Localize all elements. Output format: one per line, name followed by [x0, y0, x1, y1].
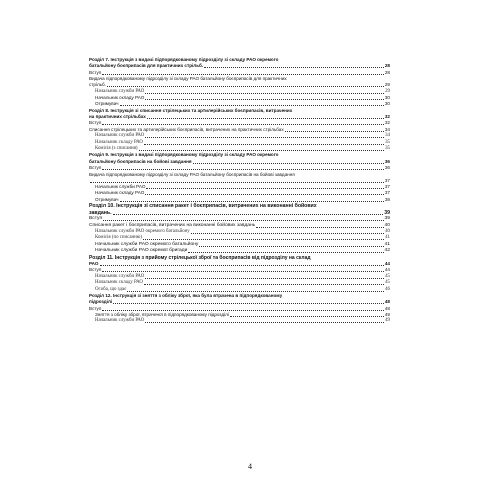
dot-leader	[285, 131, 384, 132]
dot-leader	[139, 150, 385, 151]
toc-section-8-title-line2: на практичних стрільбах	[89, 114, 146, 120]
toc-page-number: 34	[385, 133, 390, 139]
toc-page-number: 28	[384, 63, 390, 69]
toc-item-label: Начальник складу РАО	[95, 190, 145, 196]
toc-item[interactable]	[89, 318, 390, 324]
dot-leader	[256, 227, 383, 228]
toc-page-number: 29	[384, 82, 390, 88]
toc-item-label: Вступ	[89, 69, 102, 75]
toc-page-number: 45	[385, 273, 390, 279]
toc-page-number: 30	[384, 95, 390, 101]
page-number: 4	[248, 462, 252, 471]
dot-leader	[103, 220, 383, 221]
toc-page-number: 29	[385, 88, 390, 94]
toc-page-number: 34	[384, 126, 390, 132]
dot-leader	[144, 284, 384, 285]
dot-leader	[102, 169, 384, 170]
toc-item-line1[interactable]: Видача підпорядкованому підрозділу зі складу РАО батальйону боєприпасів на бойові завдання	[89, 171, 295, 177]
dot-leader	[199, 246, 383, 247]
dot-leader	[102, 74, 384, 75]
toc-page-number: 49	[384, 312, 390, 318]
toc-page-number: 42	[384, 248, 390, 254]
toc-page-number: 39	[384, 209, 390, 216]
dot-leader	[145, 194, 384, 195]
toc-page-number: 35	[385, 146, 390, 152]
dot-leader	[120, 201, 384, 202]
dot-leader	[102, 310, 384, 311]
toc-section-11-title-line1[interactable]: Розділ 11. Інструкція з прийому стрілецької зброї та боєприпасів від підрозділу на склад	[89, 254, 311, 261]
dot-leader	[143, 239, 384, 240]
toc-item-label: Вступ	[89, 216, 103, 222]
toc-item-label: Начальник служби РАО окремого батальйону	[95, 228, 190, 234]
toc-item-label: Вступ	[89, 165, 102, 171]
toc-item-label: Начальник служби РАО	[95, 88, 145, 94]
toc-page-number: 40	[385, 228, 390, 234]
dot-leader	[145, 137, 384, 138]
dot-leader	[107, 86, 384, 87]
toc-page-number: 41	[384, 241, 390, 247]
dot-leader	[188, 252, 383, 253]
toc-item-label: Начальник служби РАО	[95, 273, 145, 279]
toc-item-line1[interactable]: Видача підпорядкованому підрозділу зі складу РАО батальйону боєприпасів для практичних	[89, 76, 287, 82]
toc-item-label: Вступ	[89, 305, 102, 311]
dot-leader	[127, 291, 384, 292]
toc-page-number: 41	[385, 235, 390, 241]
dot-leader	[193, 163, 384, 164]
toc-page-number: 38	[384, 196, 390, 202]
toc-item-label: Начальник служби РАО	[95, 183, 146, 189]
dot-leader	[146, 188, 383, 189]
toc-item-label: Вступ	[89, 120, 102, 126]
toc-page-number: 35	[385, 139, 390, 145]
toc-page-number: 40	[384, 222, 390, 228]
toc-item-label: Комісія (по списанню)	[95, 235, 143, 241]
toc-item-label: Списання ракет і боєприпасів, витрачених на виконанні бойових завдань	[89, 222, 256, 228]
toc-section-10-title-line2: завдань.	[89, 209, 112, 216]
dot-leader	[147, 118, 384, 119]
dot-leader	[113, 214, 384, 215]
toc-item-label: Вступ	[89, 267, 102, 273]
dot-leader	[191, 233, 384, 234]
toc-section-9-title-line2: батальйону боєприпасів на бойові завдання	[89, 158, 192, 164]
toc-page-number: 39	[384, 216, 390, 222]
toc-section-7-title-line2: батальйону боєприпасів для практичних стрільб.	[89, 63, 204, 69]
toc-item-label: Начальник складу РАО	[95, 139, 143, 145]
toc-item-label: Списання стрілецьких та артилерійських боєприпасів, витрачених на практичних стрільбах	[89, 126, 284, 132]
toc-page-number: 36	[384, 165, 390, 171]
toc-section-12-title-line1[interactable]: Розділ 12. Інструкція зі зняття з обліку зброї, яка була втрачена в підпорядкованому	[89, 293, 283, 298]
toc-page-number: 37	[384, 177, 390, 183]
toc-page-number: 32	[384, 120, 390, 126]
toc-page-number: 45	[385, 280, 390, 286]
toc-page-number: 36	[384, 158, 390, 164]
toc-page-number: 44	[384, 260, 390, 266]
toc-item-label: Начальник складу РАО	[95, 95, 145, 101]
toc-page-number: 37	[384, 190, 390, 196]
toc-item-label: Начальник служби РАО	[95, 133, 145, 139]
table-of-contents	[89, 57, 390, 325]
toc-page-number: 28	[384, 69, 390, 75]
dot-leader	[145, 99, 384, 100]
toc-item-label: Начальник служби РАО окремої бригади	[95, 248, 188, 254]
toc-item-label: Комісія (з списання)	[95, 146, 138, 152]
toc-item-label: Зняття з обліку зброї, втраченої в підпорядкованому підрозділі	[95, 312, 229, 318]
toc-item-label: Начальник служби РАО окремого батальйону	[95, 241, 199, 247]
toc-page-number: 30	[384, 101, 390, 107]
toc-section-10-title-line1[interactable]: Розділ 10. Інструкція зі списання ракет і боєприпасів, витрачених на виконанні бойових	[89, 203, 317, 210]
toc-item-label: Отримувач	[95, 196, 119, 202]
toc-section-7-title-line1[interactable]: Розділ 7. Інструкція з видачі підпорядкованому підрозділу зі складу РАО окремого	[89, 57, 279, 62]
dot-leader	[102, 124, 384, 125]
toc-item-label: Начальник служби РАО	[95, 318, 145, 324]
toc-page-number: 32	[384, 114, 390, 120]
toc-section-12-title-line2: підрозділі	[89, 299, 113, 305]
dot-leader	[230, 316, 384, 317]
toc-page-number: 46	[385, 286, 390, 292]
dot-leader	[145, 322, 384, 323]
dot-leader	[120, 105, 384, 106]
dot-leader	[113, 303, 384, 304]
dot-leader	[90, 182, 384, 183]
toc-item-label: Отримувач	[95, 101, 119, 107]
toc-section-8-title-line1[interactable]: Розділ 8. Інструкція зі списання стрілецьких та артилерійських боєприпасів, витрачених	[89, 107, 293, 113]
dot-leader	[144, 144, 384, 145]
toc-page-number: 48	[384, 305, 390, 311]
dot-leader	[204, 67, 384, 68]
toc-section-11-title-line2: РАО	[89, 260, 99, 266]
dot-leader	[100, 265, 384, 266]
toc-page-number: 44	[384, 267, 390, 273]
toc-item-label: стрільб.	[89, 82, 106, 88]
dot-leader	[145, 93, 384, 94]
dot-leader	[145, 278, 384, 279]
toc-page-number: 49	[385, 318, 390, 324]
toc-page-number: 48	[384, 299, 390, 305]
toc-page-number: 37	[384, 183, 390, 189]
toc-item-label: Начальник складу РАО	[95, 280, 143, 286]
toc-item-label: Особа, що здає	[95, 286, 127, 292]
dot-leader	[102, 271, 384, 272]
toc-section-9-title-line1[interactable]: Розділ 9. Інструкція з видачі підпорядкованому підрозділу зі складу РАО окремого	[89, 152, 279, 158]
